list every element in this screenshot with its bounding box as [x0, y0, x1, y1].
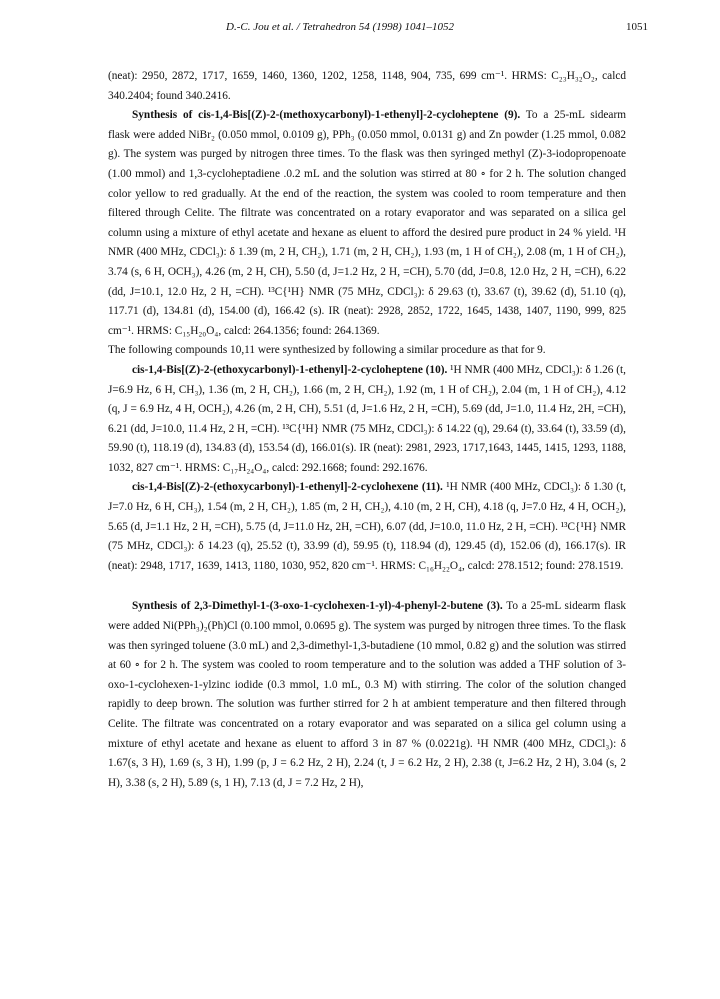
paragraph-text: To a 25-mL sidearm flask were added Ni(PPh₃)₂(Ph)Cl (0.100 mmol, 0.0695 g). The system was purged by nitrogen three times. To the flask was then syringed toluene (3.0 mL) and 2,3-dimethyl-1,3-butadiene (10 mmol, 0.82 g) and the solution was stirred at 60 ∘ for 2 h. The system was cooled to room temperature and to the solution was added a THF solution of 3-oxo-1-cyclohexen-1-ylzinc iodide (0.3 mmol, 1.0 mL, 0.3 M) with stirring. The color of the solution changed rapidly to deep brown. The solution was further stirred for 2 h at ambient temperature and then filtered through Celite. The filtrate was concentrated on a rotary evaporator and was separated on a silica gel column using a mixture of ethyl acetate and hexane as eluent to afford 3 in 87 % (0.0221g). ¹H NMR (400 MHz, CDCl₃): δ 1.67(s, 3 H), 1.69 (s, 3 H), 1.99 (p, J = 6.2 Hz, 2 H), 2.24 (t, J = 6.2 Hz, 2 H), 2.38 (t, J=6.2 Hz, 2 H), 3.04 (s, 2 H), 3.38 (s, 2 H), 5.89 (s, 1 H), 7.13 (d, J = 7.2 Hz, 2 H),	[108, 600, 626, 789]
paragraph	[108, 67, 626, 106]
paragraph	[108, 361, 626, 479]
paragraph-text: ¹H NMR (400 MHz, CDCl₃): δ 1.30 (t, J=7.0 Hz, 6 H, CH₃), 1.54 (m, 2 H, CH₂), 1.85 (m, 2 H, CH₂), 4.10 (m, 2 H, CH), 4.18 (q, J=7.0 Hz, 4 H, OCH₂), 5.65 (d, J=1.1 Hz, 2 H, =CH), 5.75 (d, J=11.0 Hz, 2H, =CH), 6.07 (dd, J=10.0, 11.0 Hz, 2 H, =CH). ¹³C{¹H} NMR (75 MHz, CDCl₃): δ 14.23 (q), 25.52 (t), 33.99 (d), 59.95 (t), 118.94 (d), 129.45 (d), 152.06 (d), 166.17(s). IR (neat): 2948, 1717, 1639, 1413, 1180, 1030, 952, 820 cm⁻¹. HRMS: C₁₆H₂₂O₄, calcd: 278.1512; found: 278.1519.	[108, 481, 626, 572]
section-gap	[108, 576, 626, 597]
paragraph-text: The following compounds 10,11 were synthesized by following a similar procedure as that for 9.	[108, 344, 546, 357]
page-number: 1051	[626, 21, 648, 33]
running-title: D.-C. Jou et al. / Tetrahedron 54 (1998) 1041–1052	[226, 21, 455, 33]
compound-heading: Synthesis of 2,3-Dimethyl-1-(3-oxo-1-cyclohexen-1-yl)-4-phenyl-2-butene (3).	[132, 600, 503, 613]
compound-heading: cis-1,4-Bis[(Z)-2-(ethoxycarbonyl)-1-ethenyl]-2-cycloheptene (10).	[132, 363, 448, 376]
page-header	[0, 21, 720, 37]
compound-heading: cis-1,4-Bis[(Z)-2-(ethoxycarbonyl)-1-ethenyl]-2-cyclohexene (11).	[132, 481, 443, 494]
paragraph-text: To a 25-mL sidearm flask were added NiBr₂ (0.050 mmol, 0.0109 g), PPh₃ (0.050 mmol, 0.0131 g) and Zn powder (1.25 mmol, 0.082 g). The system was purged by nitrogen three times. To the flask was then syringed methyl (Z)-3-iodopropenoate (1.00 mmol) and 1,3-cycloheptadiene .0.2 mL and the solution was stirred at 80 ∘ for 2 h. The solution changed color yellow to red gradually. At the end of the reaction, the system was cooled to room temperature and then filtered through Celite. The filtrate was concentrated on a rotary evaporator and was separated on a silica gel column using a mixture of ethyl acetate and hexane as eluent to afford the desired pure product in 24 % yield. ¹H NMR (400 MHz, CDCl₃): δ 1.39 (m, 2 H, CH₂), 1.71 (m, 2 H, CH₂), 1.93 (m, 1 H of CH₂), 2.08 (m, 1 H of CH₂), 3.74 (s, 6 H, OCH₃), 4.26 (m, 2 H, CH), 5.50 (d, J=1.2 Hz, 2 H, =CH), 5.70 (dd, J=0.8, 12.0 Hz, 2 H, =CH), 6.22 (dd, J=10.1, 12.0 Hz, 2 H, =CH). ¹³C{¹H} NMR (75 MHz, CDCl₃): δ 29.63 (t), 33.67 (t), 39.62 (d), 51.10 (q), 117.71 (d), 134.81 (d), 154.00 (d), 166.42 (s). IR (neat): 2928, 2852, 1722, 1645, 1438, 1407, 1190, 999, 825 cm⁻¹. HRMS: C₁₅H₂₀O₄, calcd: 264.1356; found: 264.1369.	[108, 109, 626, 337]
page-body	[108, 67, 626, 793]
paragraph	[108, 597, 626, 793]
paragraph-text: (neat): 2950, 2872, 1717, 1659, 1460, 1360, 1202, 1258, 1148, 904, 735, 699 cm⁻¹. HRMS: C₂₃H₃₂O₂, calcd 340.2404; found 340.2416.	[108, 70, 626, 102]
paragraph	[108, 106, 626, 341]
compound-heading: Synthesis of cis-1,4-Bis[(Z)-2-(methoxycarbonyl)-1-ethenyl]-2-cycloheptene (9).	[132, 109, 521, 122]
paragraph	[108, 478, 626, 576]
paragraph	[108, 341, 626, 361]
paragraph-text: ¹H NMR (400 MHz, CDCl₃): δ 1.26 (t, J=6.9 Hz, 6 H, CH₃), 1.36 (m, 2 H, CH₂), 1.66 (m, 2 H, CH₂), 1.92 (m, 1 H of CH₂), 2.04 (m, 1 H of CH₂), 4.12 (q, J = 6.9 Hz, 4 H, OCH₂), 4.26 (m, 2 H, CH), 5.51 (d, J=1.6 Hz, 2 H, =CH), 5.69 (dd, J=1.0, 11.4 Hz, 2H, =CH), 6.21 (dd, J=10.0, 11.4 Hz, 2 H, =CH). ¹³C{¹H} NMR (75 MHz, CDCl₃): δ 14.22 (q), 29.64 (t), 33.64 (t), 33.59 (d), 59.90 (t), 118.19 (d), 134.83 (d), 153.54 (d), 166.01(s). IR (neat): 2981, 2923, 1717,1643, 1445, 1415, 1293, 1188, 1032, 827 cm⁻¹. HRMS: C₁₇H₂₄O₄, calcd: 292.1668; found: 292.1676.	[108, 363, 626, 474]
